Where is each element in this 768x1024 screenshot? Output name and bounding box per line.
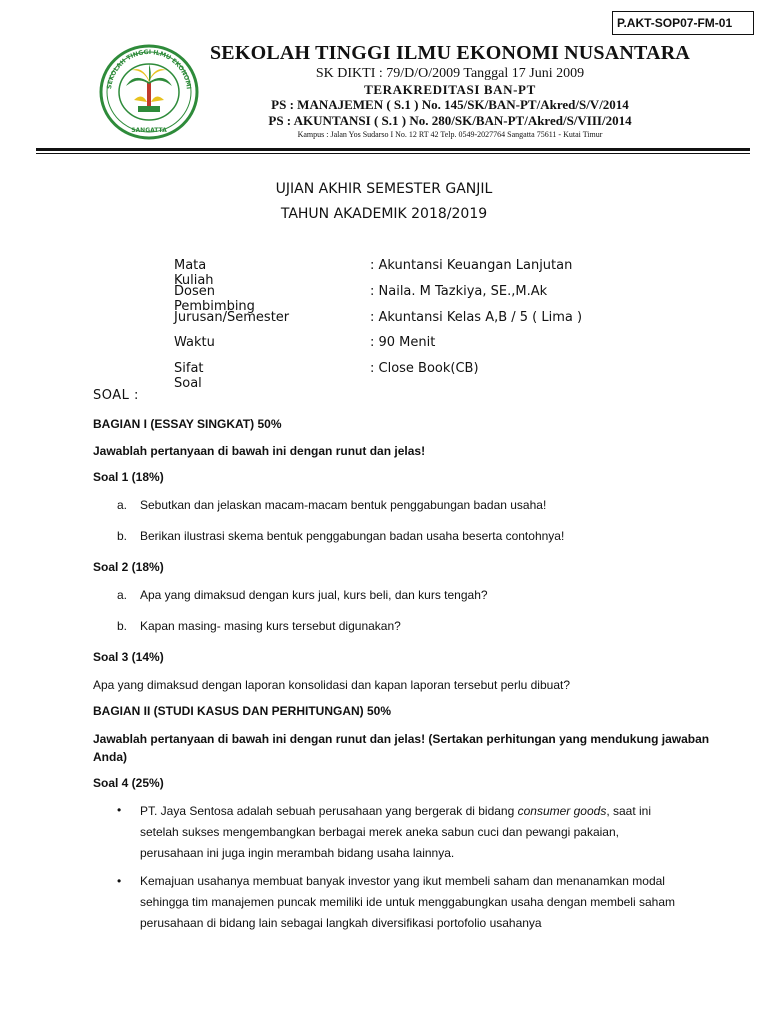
ps-akuntansi: PS : AKUNTANSI ( S.1 ) No. 280/SK/BAN-PT/Akred/S/VIII/2014	[268, 113, 632, 128]
school-name: SEKOLAH TINGGI ILMU EKONOMI NUSANTARA	[209, 42, 691, 64]
list-marker: b.	[117, 619, 128, 633]
soal1-item-b: Berikan ilustrasi skema bentuk penggabungan badan usaha beserta contohnya!	[140, 529, 565, 543]
soal2-item-b: Kapan masing- masing kurs tersebut digunakan?	[140, 619, 401, 633]
list-marker: a.	[117, 498, 128, 512]
info-label: Sifat Soal	[174, 361, 204, 391]
soal1-title: Soal 1 (18%)	[93, 470, 164, 484]
form-code-box: P.AKT-SOP07-FM-01	[612, 11, 754, 35]
exam-title: UJIAN AKHIR SEMESTER GANJIL	[275, 181, 493, 197]
soal4-paragraph-2: Kemajuan usahanya membuat banyak investor yang ikut membeli saham dan menanamkan modal sehingga tim manajemen puncak memiliki ide untuk menggabungkan usaha dengan membeli saham perusahaan di bidang lain sebagai langkah diversifikasi portofolio usahanya	[140, 874, 675, 930]
info-value: : Akuntansi Kelas A,B / 5 ( Lima )	[370, 309, 583, 325]
soal4-title: Soal 4 (25%)	[93, 776, 164, 790]
bagian1-heading: BAGIAN I (ESSAY SINGKAT) 50%	[93, 417, 282, 431]
soal2-title: Soal 2 (18%)	[93, 560, 164, 574]
logo-text-bottom: SANGATTA	[131, 127, 167, 134]
list-marker: b.	[117, 529, 128, 543]
info-value: : 90 Menit	[370, 335, 436, 351]
campus-address: Kampus : Jalan Yos Sudarso I No. 12 RT 42 Telp. 0549-2027764 Sangatta 75611 - Kutai Timur	[297, 130, 603, 139]
instruction-2: Jawablah pertanyaan di bawah ini dengan runut dan jelas! (Sertakan perhitungan yang mendukung jawaban Anda)	[93, 732, 710, 764]
soal4-p1-italic: consumer goods	[517, 804, 607, 818]
accreditation: TERAKREDITASI BAN-PT	[364, 82, 536, 97]
academic-year: TAHUN AKADEMIK 2018/2019	[280, 206, 488, 222]
sk-dikti: SK DIKTI : 79/D/O/2009 Tanggal 17 Juni 2009	[315, 66, 585, 81]
soal3-title: Soal 3 (14%)	[93, 650, 164, 664]
soal4-p1-text: PT. Jaya Sentosa adalah sebuah perusahaan yang bergerak di bidang	[140, 804, 518, 818]
soal2-item-a: Apa yang dimaksud dengan kurs jual, kurs beli, dan kurs tengah?	[140, 588, 488, 602]
ps-manajemen: PS : MANAJEMEN ( S.1 ) No. 145/SK/BAN-PT/Akred/S/V/2014	[271, 97, 629, 112]
bagian2-heading: BAGIAN II (STUDI KASUS DAN PERHITUNGAN) 50%	[93, 704, 392, 718]
bullet-marker: •	[117, 874, 122, 888]
soal3-text: Apa yang dimaksud dengan laporan konsolidasi dan kapan laporan tersebut perlu dibuat?	[93, 678, 571, 692]
list-marker: a.	[117, 588, 128, 602]
info-label: Mata Kuliah	[174, 258, 214, 288]
info-value: : Naila. M Tazkiya, SE.,M.Ak	[370, 283, 548, 299]
soal4-paragraph-1	[140, 801, 680, 864]
header-divider-thick	[36, 148, 750, 151]
instruction-1: Jawablah pertanyaan di bawah ini dengan runut dan jelas!	[93, 444, 426, 458]
info-label: Waktu	[174, 335, 215, 351]
soal-heading: SOAL :	[93, 388, 139, 403]
logo-text-top: SEKOLAH TINGGI ILMU EKONOMI	[106, 48, 192, 90]
info-label: Dosen Pembimbing	[174, 283, 255, 314]
header-divider-thin	[36, 153, 750, 154]
info-value: : Akuntansi Keuangan Lanjutan	[370, 258, 573, 273]
info-value: : Close Book(CB)	[370, 361, 479, 376]
soal4-p1-text-after: , saat ini setelah sukses mengembangkan berbagai merek aneka sabun cuci dan pewangi pakaian, perusahaan ini juga ingin merambah bidang usaha lainnya.	[140, 804, 652, 860]
info-label: Jurusan/Semester	[174, 309, 290, 325]
bullet-marker: •	[117, 803, 122, 817]
soal1-item-a: Sebutkan dan jelaskan macam-macam bentuk penggabungan badan usaha!	[140, 498, 547, 512]
